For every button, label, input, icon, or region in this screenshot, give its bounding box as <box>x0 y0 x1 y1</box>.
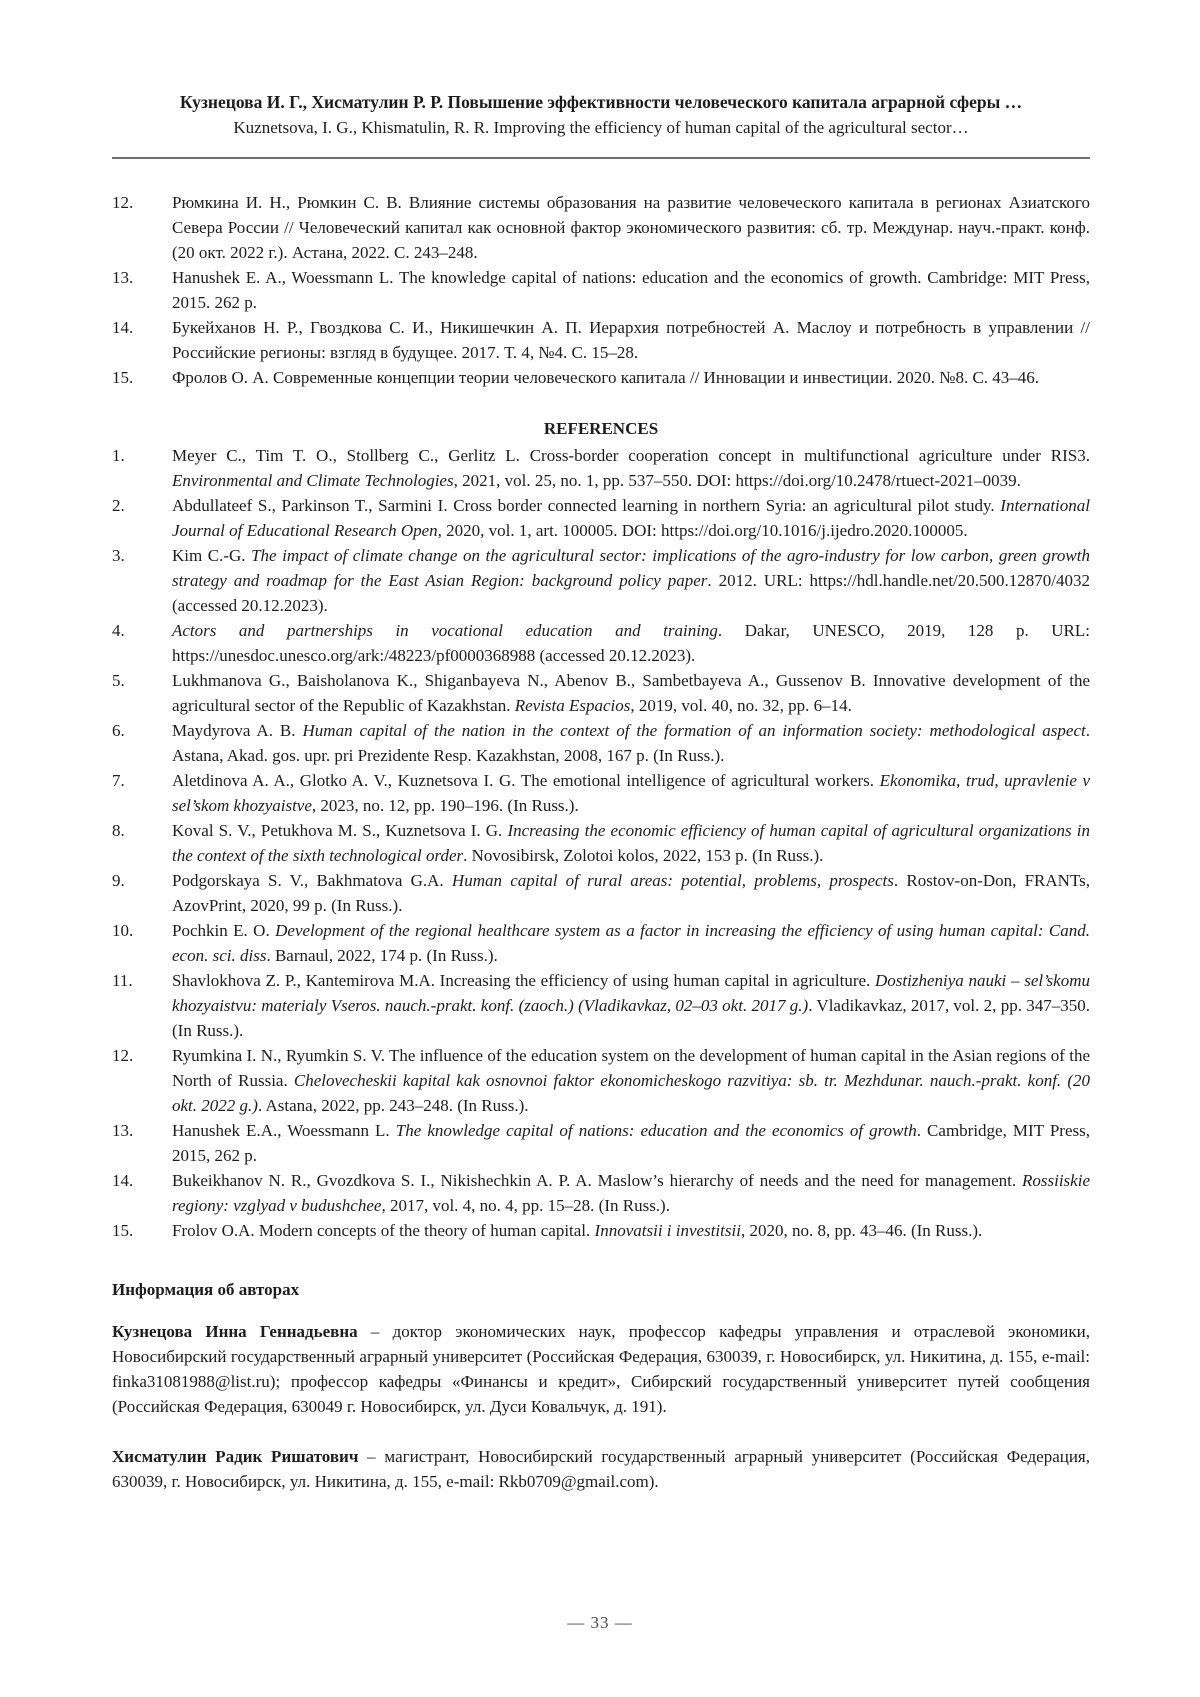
reference-text: Frolov O.A. Modern concepts of the theory of human capital. Innovatsii i investitsii, 2020, no. 8, pp. 43–46. (In Russ.). <box>172 1221 983 1240</box>
reference-item <box>112 1043 1090 1118</box>
reference-item <box>112 543 1090 618</box>
reference-number: 13. <box>112 268 134 287</box>
reference-text: Ryumkina I. N., Ryumkin S. V. The influence of the education system on the development of human capital in the Asian regions of the North of Russia. Chelovecheskii kapital kak osnovnoi faktor ekonomicheskogo razvitiya: sb. tr. Mezhdunar. nauch.-prakt. konf. (20 okt. 2022 g.). Astana, 2022, pp. 243–248. (In Russ.). <box>172 1046 1090 1115</box>
page-number: — 33 — <box>567 1613 633 1632</box>
reference-text: Pochkin E. O. Development of the regional healthcare system as a factor in increasing the efficiency of using human capital: Cand. econ. sci. diss. Barnaul, 2022, 174 p. (In Russ.). <box>172 921 1090 965</box>
reference-item <box>112 365 1090 390</box>
author-info-paragraph: Кузнецова Инна Геннадьевна – доктор экономических наук, профессор кафедры управления и отраслевой экономики, Новосибирский государственный аграрный университет (Российская Федерация, 630039, г. Новосибирск, ул. Никитина, д. 155, e-mail: finka31081988@list.ru); профессор кафедры «Финансы и кредит», Сибирский государственный университет путей сообщения (Российская Федерация, 630049 г. Новосибирск, ул. Дуси Ковальчук, д. 191). <box>112 1322 1090 1416</box>
reference-item <box>112 768 1090 818</box>
reference-text: Shavlokhova Z. P., Kantemirova M.A. Increasing the efficiency of using human capital in agriculture. Dostizheniya nauki – sel’skomu khozyaistvu: materialy Vseros. nauch.-prakt. konf. (zaoch.) (Vladikavkaz, 02–03 okt. 2017 g.). Vladikavkaz, 2017, vol. 2, pp. 347–350. (In Russ.). <box>172 971 1090 1040</box>
running-head <box>112 0 1090 159</box>
reference-item <box>112 718 1090 768</box>
references-heading: REFERENCES <box>543 419 659 438</box>
reference-number: 14. <box>112 318 134 337</box>
reference-text: Abdullateef S., Parkinson T., Sarmini I. Cross border connected learning in northern Syria: an agricultural pilot study. International Journal of Educational Research Open, 2020, vol. 1, art. 100005. DOI: https://doi.org/10.1016/j.ijedro.2020.100005. <box>172 496 1090 540</box>
reference-number: 9. <box>112 871 125 890</box>
reference-number: 12. <box>112 193 134 212</box>
bibliography-ru-list <box>112 190 1090 390</box>
reference-item <box>112 1218 1090 1243</box>
reference-number: 10. <box>112 921 134 940</box>
reference-item <box>112 968 1090 1043</box>
reference-item <box>112 618 1090 668</box>
reference-item <box>112 668 1090 718</box>
reference-number: 13. <box>112 1121 134 1140</box>
reference-text: Фролов О. А. Современные концепции теории человеческого капитала // Инновации и инвестиции. 2020. №8. С. 43–46. <box>172 368 1040 387</box>
reference-number: 14. <box>112 1171 134 1190</box>
reference-number: 11. <box>112 971 133 990</box>
reference-text: Kim C.-G. The impact of climate change on the agricultural sector: implications of the agro-industry for low carbon, green growth strategy and roadmap for the East Asian Region: background policy paper. 2012. URL: https://hdl.handle.net/20.500.12870/4032 (accessed 20.12.2023). <box>172 546 1090 615</box>
references-list <box>112 443 1090 1243</box>
reference-number: 12. <box>112 1046 134 1065</box>
reference-text: Букейханов Н. Р., Гвоздкова С. И., Никишечкин А. П. Иерархия потребностей А. Маслоу и потребность в управлении // Российские регионы: взгляд в будущее. 2017. Т. 4, №4. С. 15–28. <box>172 318 1090 362</box>
reference-item <box>112 443 1090 493</box>
reference-text: Hanushek E.A., Woessmann L. The knowledge capital of nations: education and the economics of growth. Cambridge, MIT Press, 2015, 262 p. <box>172 1121 1090 1165</box>
reference-item <box>112 1168 1090 1218</box>
reference-item <box>112 315 1090 365</box>
reference-number: 6. <box>112 721 125 740</box>
reference-item <box>112 493 1090 543</box>
reference-number: 15. <box>112 368 134 387</box>
reference-text: Рюмкина И. Н., Рюмкин С. В. Влияние системы образования на развитие человеческого капитала в регионах Азиатского Севера России // Человеческий капитал как основной фактор экономического развития: сб. тр. Междунар. науч.-практ. конф. (20 окт. 2022 г.). Астана, 2022. С. 243–248. <box>172 193 1090 262</box>
reference-number: 2. <box>112 496 125 515</box>
reference-text: Bukeikhanov N. R., Gvozdkova S. I., Nikishechkin A. P. A. Maslow’s hierarchy of needs and the need for management. Rossiiskie regiony: vzglyad v budushchee, 2017, vol. 4, no. 4, pp. 15–28. (In Russ.). <box>172 1171 1090 1215</box>
reference-number: 5. <box>112 671 125 690</box>
reference-text: Lukhmanova G., Baisholanova K., Shiganbayeva N., Abenov B., Sambetbayeva A., Gussenov B. Innovative development of the agricultural sector of the Republic of Kazakhstan. Revista Espacios, 2019, vol. 40, no. 32, pp. 6–14. <box>172 671 1090 715</box>
reference-number: 15. <box>112 1221 134 1240</box>
reference-item <box>112 265 1090 315</box>
reference-item <box>112 918 1090 968</box>
reference-number: 4. <box>112 621 125 640</box>
reference-text: Podgorskaya S. V., Bakhmatova G.A. Human capital of rural areas: potential, problems, prospects. Rostov-on-Don, FRANTs, AzovPrint, 2020, 99 p. (In Russ.). <box>172 871 1091 915</box>
reference-item <box>112 868 1090 918</box>
reference-text: Maydyrova A. B. Human capital of the nation in the context of the formation of an information society: methodological aspect. Astana, Akad. gos. upr. pri Prezidente Resp. Kazakhstan, 2008, 167 p. (In Russ.). <box>172 721 1090 765</box>
running-head-title-en: Kuznetsova, I. G., Khismatulin, R. R. Improving the efficiency of human capital of the agricultural sector… <box>233 118 969 137</box>
reference-number: 1. <box>112 446 125 465</box>
reference-text: Hanushek E. A., Woessmann L. The knowledge capital of nations: education and the economics of growth. Cambridge: MIT Press, 2015. 262 p. <box>172 268 1090 312</box>
author-info-paragraph: Хисматулин Радик Ришатович – магистрант, Новосибирский государственный аграрный университет (Российская Федерация, 630039, г. Новосибирск, ул. Никитина, д. 155, e-mail: Rkb0709@gmail.com). <box>112 1447 1091 1491</box>
reference-number: 8. <box>112 821 125 840</box>
reference-number: 7. <box>112 771 125 790</box>
running-head-title-ru: Кузнецова И. Г., Хисматулин Р. Р. Повышение эффективности человеческого капитала аграрной сферы … <box>179 92 1023 112</box>
reference-item <box>112 1118 1090 1168</box>
authors-info-heading: Информация об авторах <box>112 1280 300 1299</box>
reference-text: Koval S. V., Petukhova M. S., Kuznetsova I. G. Increasing the economic efficiency of human capital of agricultural organizations in the context of the sixth technological order. Novosibirsk, Zolotoi kolos, 2022, 153 p. (In Russ.). <box>172 821 1090 865</box>
header-divider <box>112 157 1090 159</box>
reference-item <box>112 818 1090 868</box>
reference-text: Meyer C., Tim T. O., Stollberg C., Gerlitz L. Cross-border cooperation concept in multifunctional agriculture under RIS3. Environmental and Climate Technologies, 2021, vol. 25, no. 1, pp. 537–550. DOI: https://doi.org/10.2478/rtuect-2021–0039. <box>172 446 1090 490</box>
reference-item <box>112 190 1090 265</box>
reference-text: Aletdinova A. A., Glotko A. V., Kuznetsova I. G. The emotional intelligence of agricultural workers. Ekonomika, trud, upravlenie v sel’skom khozyaistve, 2023, no. 12, pp. 190–196. (In Russ.). <box>172 771 1091 815</box>
reference-text: Actors and partnerships in vocational education and training. Dakar, UNESCO, 2019, 128 p. URL: https://unesdoc.unesco.org/ark:/48223/pf0000368988 (accessed 20.12.2023). <box>172 621 1090 665</box>
reference-number: 3. <box>112 546 125 565</box>
